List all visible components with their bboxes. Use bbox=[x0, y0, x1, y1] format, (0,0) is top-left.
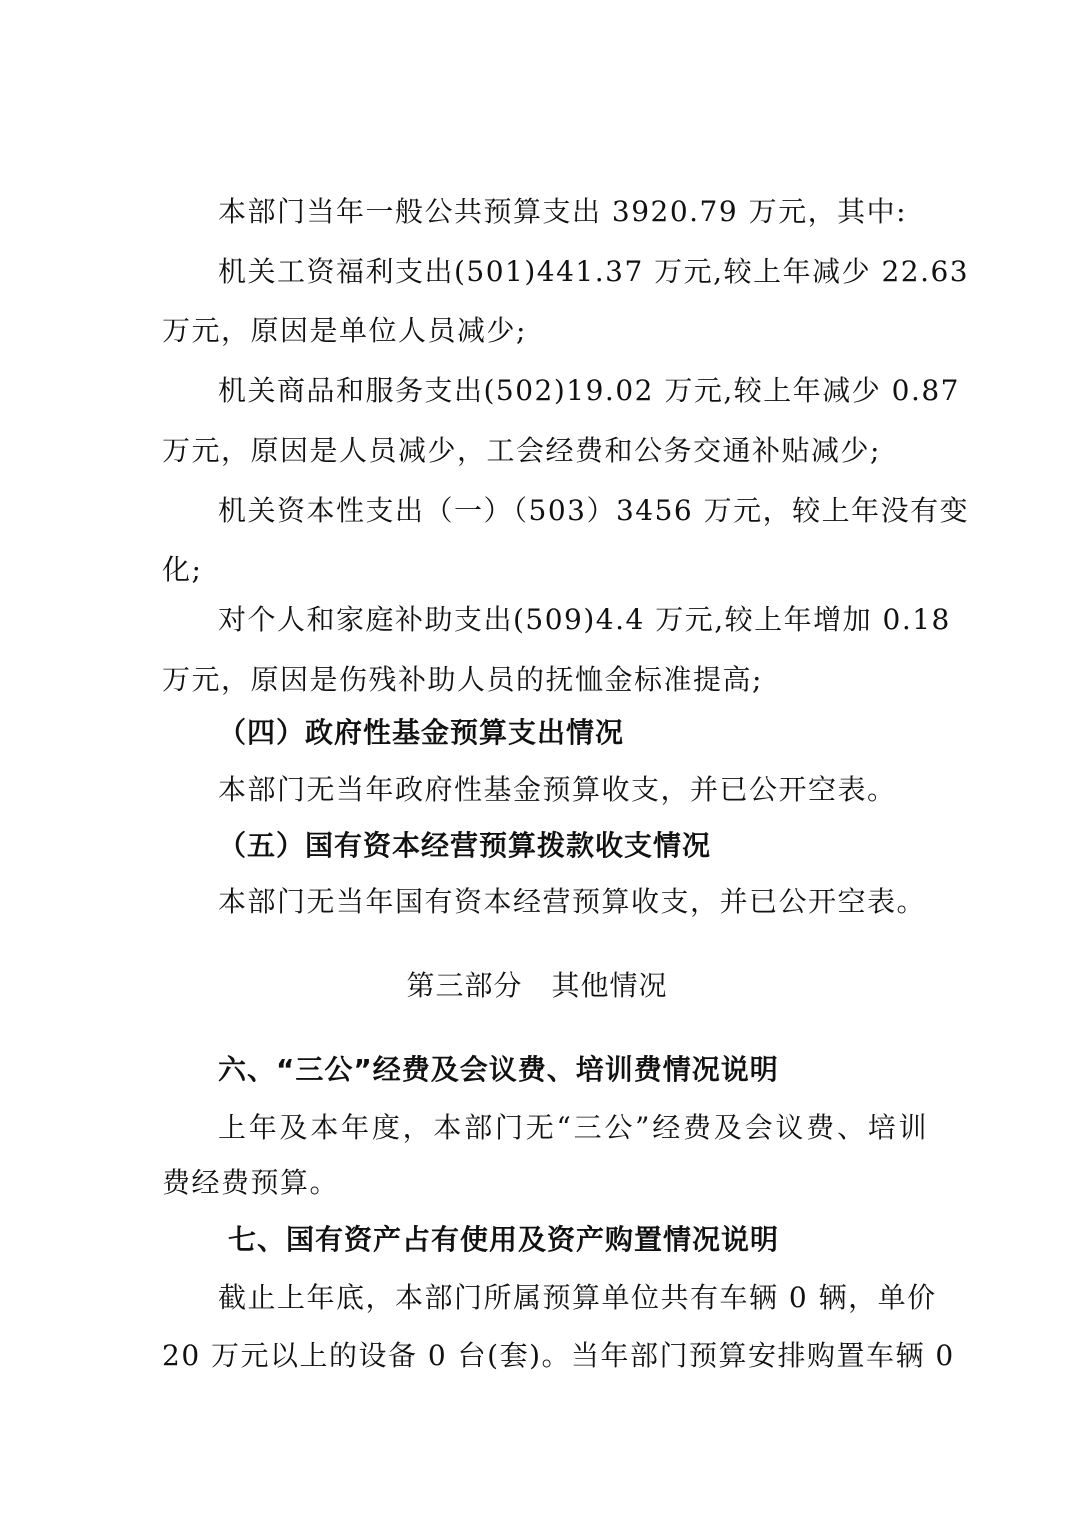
paragraph-capital-expense: 机关资本性支出（一）（503）3456 万元，较上年没有变 bbox=[218, 494, 970, 527]
paragraph-budget-total: 本部门当年一般公共预算支出 3920.79 万元，其中: bbox=[218, 195, 908, 228]
paragraph-government-fund: 本部门无当年政府性基金预算收支，并已公开空表。 bbox=[218, 773, 897, 806]
paragraph-state-assets: 截止上年底，本部门所属预算单位共有车辆 0 辆，单价 bbox=[218, 1281, 937, 1314]
paragraph-household-subsidy-cont: 万元，原因是伤残补助人员的抚恤金标准提高; bbox=[162, 663, 763, 696]
heading-three-public-expenses: 六、“三公”经费及会议费、培训费情况说明 bbox=[218, 1053, 779, 1086]
paragraph-three-public-expenses: 上年及本年度，本部门无“三公”经费及会议费、培训 bbox=[218, 1111, 928, 1144]
paragraph-household-subsidy: 对个人和家庭补助支出(509)4.4 万元,较上年增加 0.18 bbox=[218, 603, 951, 636]
paragraph-salary-expense-cont: 万元，原因是单位人员减少; bbox=[162, 314, 527, 347]
paragraph-salary-expense: 机关工资福利支出(501)441.37 万元,较上年减少 22.63 bbox=[218, 255, 970, 288]
section-title-part-three: 第三部分 其他情况 bbox=[406, 969, 668, 1002]
heading-state-assets: 七、国有资产占有使用及资产购置情况说明 bbox=[228, 1223, 780, 1256]
heading-government-fund: （四）政府性基金预算支出情况 bbox=[218, 716, 625, 749]
paragraph-three-public-expenses-cont: 费经费预算。 bbox=[162, 1166, 340, 1199]
paragraph-capital-expense-cont: 化; bbox=[162, 553, 203, 586]
paragraph-state-capital: 本部门无当年国有资本经营预算收支，并已公开空表。 bbox=[218, 885, 927, 918]
paragraph-goods-services-expense: 机关商品和服务支出(502)19.02 万元,较上年减少 0.87 bbox=[218, 374, 960, 407]
paragraph-state-assets-cont: 20 万元以上的设备 0 台(套)。当年部门预算安排购置车辆 0 bbox=[162, 1339, 955, 1372]
heading-state-capital: （五）国有资本经营预算拨款收支情况 bbox=[218, 829, 712, 862]
paragraph-goods-services-expense-cont: 万元，原因是人员减少，工会经费和公务交通补贴减少; bbox=[162, 434, 881, 467]
